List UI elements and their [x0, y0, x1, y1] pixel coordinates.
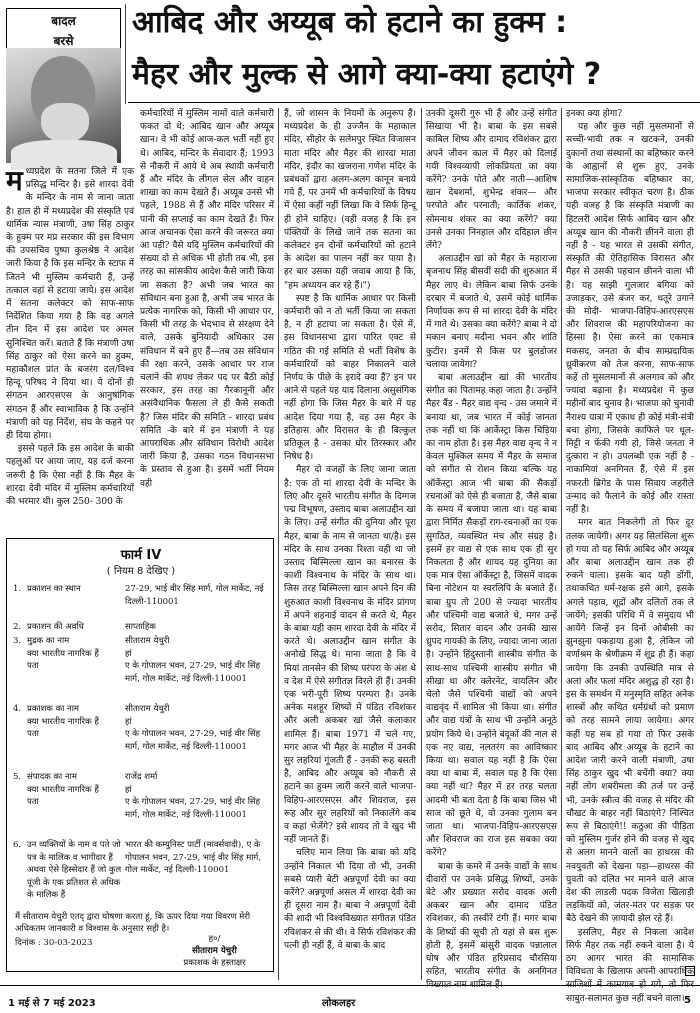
form-row-value: सीताराम येचुरी हां ए के गोपालन भवन, 27-29, भाई वीर सिंह मार्ग, गोल मार्केट, नई दिल्ली-110001	[125, 636, 261, 684]
article-column-1	[6, 166, 134, 528]
footer-publication: लोकलहर	[322, 998, 356, 1009]
form-row-label: संपादक का नाम क्या भारतीय नागरिक हैं पता	[27, 772, 99, 807]
column-divider	[421, 108, 422, 980]
article-paragraph: इनका क्या होगा?	[566, 109, 623, 119]
footer-page-number: 5	[684, 995, 691, 1006]
article-paragraph: हैं, जो शासन के नियमों के अनुरूप हैं। मध्यप्रदेश के ही उज्जैन के महाकाल मंदिर, सीहोर के सलेमपुर स्थित विजासन माता मंदिर और मैहर की शारदा माता मंदिर, इंदौर का खजराना गणेश मंदिर के प्रबंधकों द्वारा अलग-अलग कानून बनाये गये हैं, पर उनमें भी कर्मचारियों के विषय में ऐसा कहीं नहीं लिखा कि वे सिर्फ हिन्दू ही होने चाहिए। (वही वजह है कि इन पंक्तियों के लिखे जाने तक सतना का कलेक्टर इन दोनों कर्मचारियों को हटाने के आदेश का पालन नहीं कर पाया है। हर बार उसका यही जवाब आया है कि, "हम अध्ययन कर रहे हैं।")	[284, 109, 416, 291]
form-row-number: 3.	[13, 636, 22, 646]
form-sign-role: प्रकाशक के हस्ताक्षर	[183, 958, 246, 968]
form-row-value: राजेंद्र शर्मा हां ए के गोपालन भवन, 27-29, भाई वीर सिंह मार्ग, गोल मार्केट, नई दिल्ली-110001	[125, 772, 261, 820]
form-row-value: 27-29, भाई वीर सिंह मार्ग, गोल मार्केट, नई दिल्ली-110001	[125, 584, 264, 607]
form-subtitle: ( नियम 8 देखिए )	[106, 566, 176, 577]
article-paragraph: अलाउद्दीन खां को मैहर के महाराजा बृजनाथ सिंह बीसवीं सदी की शुरुआत में मैहर लाए थे। लेकिन बाबा सिर्फ उनके दरबार में बजाते थे, उसमें कोई धार्मिक निर्णायक रूप से मां शारदा देवी के मंदिर में गाते थे। उसका क्या करेंगे? बाबा ने दो मकान बनाए मदीना भवन और शांति कुटीर। इनमें से किस पर बुलडोजर चलाया जायेगा?	[426, 254, 557, 370]
form-row-value: सीताराम येचुरी हां ए के गोपालन भवन, 27-29, भाई वीर सिंह मार्ग, गोल मार्केट, नई दिल्ली-110001	[125, 704, 261, 752]
form-row-label: प्रकाशन की अवधि	[27, 622, 84, 632]
article-paragraph: मगर बात निकलेगी तो फिर दूर तलक जायेगी। अगर यह सिलसिला शुरू हो गया तो यह सिर्फ आबिद और अय्यूब और बाबा अलाउद्दीन खान तक ही रुकने वाला। इसके बाद यही डोंगी, तथाकथित धर्म-रक्षक इसे आगे, इसके अगले पड़ाव, शूद्रों और दलितों तक ले जायेंगे; इसकी परिधि में वे समुदाय भी आयेंगे जिन्हें इन दिनों ओबीसी का झुनझुना पकड़ाया हुआ है, लेकिन जो वर्णाश्रम के श्रेणीक्रम में शूद्र ही हैं। कहा जायेगा कि उनकी उपस्थिति मात्र से अलां और फलां मंदिर अशुद्ध हो रहा है। इस के समर्थन में मनुस्मृति सहित अनेक शास्त्रों और कथित धर्मग्रंथों को प्रमाण को तरह सामने लाया जायेगा। अगर कहीं यह सब हो गया तो फिर उसके बाद आबिद और अय्यूब के हटाने का आदेश जारी करने वाली मंत्राणी, उषा सिंह ठाकुर खुद भी बचेंगी क्या? क्या नहीं लोग शबरीमला की तर्ज पर उन्हें भी, उनके स्त्रीत्व की वजह से मंदिर की चौखट के बाहर नहीं बिठाएंगे? निश्चित रूप से बिठाएंगे!! कठुआ की पीड़िता को मुस्लिम गुर्जर होने की वजह से खुद से अलग मानने वालों का हाथरस की नवयुवती को देखना पड़ा—हाथरस की युवती को दलित भर मानने वाले आज देश की लाडली पदक विजेता खिलाड़ी लड़कियों को, जंतर-मंतर पर सड़क पर बैठे देखने की ज़ायादी झेल रहे हैं।	[566, 518, 694, 925]
drop-cap: म	[6, 164, 23, 197]
article-paragraph: बाबा के कमरे में उनके वाद्यों के साथ दीवारों पर उनके प्रसिद्ध शिष्यों, उनके बेटे और प्रख्यात सरोद वादक अली अकबर खान और दामाद पंडित रविशंकर, की तस्वीरें टंगी हैं। मगर बाबा के शिष्यों की सूची तो यहां से बस शुरू होती है, इसमें बांसुरी वादक पन्नालाल घोष और पंडित हरिप्रसाद चौरसिया सहित, भारतीय संगीत के अनगिनत विख्यात नाम शामिल हैं।	[426, 861, 557, 991]
article-column-5	[566, 108, 694, 1004]
form-declaration: मैं सीताराम येचुरी एतद् द्वारा घोषणा करता हूं, कि ऊपर दिया गया विवरण मेरी अधिकतम जानकारी व विश्वास के अनुसार सही है।	[15, 912, 251, 934]
form-row-value: साप्ताहिक	[125, 622, 156, 632]
article-paragraph: बाबा अलाउद्दीन खां की भारतीय संगीत का पितामह कहा जाता है। उन्होंने मैहर बैंड - मैहर वाद्य वृन्द - उस जमाने में बनाया था, जब भारत में कोई जानता तक नहीं था कि आर्केस्ट्रा किस चिड़िया का नाम होता है। इस मैहर वाद्य वृन्द ने न केवल मुश्किल समय में मैहर के समाज को संगीत से रोशन किया बल्कि यह ऑर्केस्ट्रा आज भी बाबा की सैकड़ों रचनाओं को ऐसे ही बजाता है, जैसे बाबा के समय में बजाया जाता था। यह बाबा द्वारा निर्मित सैकड़ों राग-रचनाओं का एक सुगठित, व्यवस्थित मंच और संग्रह है। इसमें हर वाद्य से एक साथ एक ही सुर निकलता है और शायद यह दुनिया का एक मात्र ऐसा ऑर्केस्ट्रा है, जिसमें वादक बिना नोटेशन या स्वरलिपि के बजाते हैं। बाबा ग्रुप तो 200 से ज्यादा भारतीय और पश्चिमी वाद्य बजाते थे, मगर उन्हें सरोद, सितार वादन और उनकी खास ध्रुपद गायकी के लिए, ज्यादा जाना जाता है। उन्होंने हिंदुस्तानी शास्त्रीय संगीत के साथ-साथ पश्चिमी शास्त्रीय संगीत भी सीखा था और क्लेरनेट, वायलिन और चेलो जैसे पश्चिमी वाद्यों को अपने वाद्यवृंद में शामिल भी किया था। संगीत और वाद्य यंत्रों के साथ भी उन्होंने अनूठे प्रयोग किये थे। उन्होंने बंदूकों की नाल से एक नए वाद्य, नलतरंग का आविष्कार किया था। सवाल यह नहीं है कि ऐसा क्या था बाबा में, सवाल यह है कि ऐसा क्या नहीं था? मैहर में हर तरह चलता आदमी भी बता देता है कि बाबा जिस भी साज को छूते थे, वो उनका गुलाम बन जाता था। भाजपा-विहिप-आरएसएस और शिवराज का राज इस सबका क्या करेंगे?	[426, 373, 557, 859]
form-row-label: उन व्यक्तियों के नाम व पते जो पत्र के मालिक व भागीदार हैं अथवा ऐसे हिस्सेदार हैं जो कुल पूंजी के एक प्रतिशत से अधिक के मालिक हैं	[27, 840, 122, 900]
form-row-number: 4.	[13, 704, 22, 714]
form-row-number: 2.	[13, 622, 22, 632]
article-paragraph: इसलिए, मैहर से निकला आदेश सिर्फ मैहर तक नहीं रुकने वाला है। ये ठग आगर भारत की सामासिक विविधता के खिलाफ अपनी आपराधिक साजिशों में कामयाब हो गये, तो फिर साबुत-सलामत कुछ नहीं बचने वाला।	[566, 927, 694, 1004]
article-end-mark	[685, 966, 695, 976]
article-column-2	[140, 108, 274, 528]
form-sign-name: सीताराम येचुरी	[192, 946, 237, 956]
article-paragraph: स्पष्ट है कि धार्मिक आधार पर किसी कर्मचारी को न तो भर्ती किया जा सकता है, न ही हटाया जा सकता है। ऐसे में, इस विधानसभा द्वारा पारित एक्ट से गठित की गई समिति से भर्ती विशेष के कर्मचारियों को बाहर निकालने वाले निर्णय के पीछे के इरादे क्या हैं? इन पर आने से पहले यह याद दिलाना असुसंगिक नहीं होगा कि जिस मैहर के बारे में यह आदेश दिया गया है, वह उस मैहर के इतिहास और विरासत के ही बिल्कुल प्रतिकूल है - उसका घोर तिरस्कार और निषेध है।	[284, 293, 416, 463]
article-paragraph: कर्मचारियों में मुस्लिम नामों वाले कर्मचारी फकत दो थे; आबिद खान और अय्यूब खान। वे भी कोई आज-कल भर्ती नहीं हुए थे। आबिद, मन्दिर के सेवादार हैं; 1993 से नौकरी में आये थे अब स्थायी कर्मचारी हैं और मंदिर के लीगल सेल और वाहन शाखा का काम देखते हैं। अय्यूब उनसे भी पहले, 1988 से हैं और मंदिर परिसर में पानी की सप्लाई का काम देखते हैं। फिर आज अचानक ऐसा करने की जरूरत क्या आ पड़ी? वैसे यदि मुस्लिम कर्मचारियों की संख्या दो से अधिक भी होती तब भी, इस तरह का सांसकीय आदेश कैसे जारी किया जा सकता है? अभी जब भारत का संविधान बना हुआ है, अभी जब भारत के प्रत्येक नागरिक को, किसी भी आधार पर, किसी भी तरह के भेदभाव से संरक्षण देने वाले, उसके बुनियादी अधिकार उस संविधान में बने हुए हैं—तब उस संविधान की रक्षा करने, उसके आधार पर राज चलाने की शपथ लेकर पद पर बैठी कोई सरकार, इस तरह का गैरकानूनी और असंवैधानिक फैसला ले ही कैसे सकती है? जिस मंदिर की समिति - शारदा प्रबंध समिति -के बारे में इन मंत्राणी ने यह आपराधिक और संविधान विरोधी आदेश जारी किया है, उसका गठन विधानसभा के प्रस्ताव से हुआ है। इसमें भर्ती नियम वही	[140, 109, 274, 489]
article-paragraph: उनकी दूसरी गुरु भी हैं और उन्हें संगीत सिखाया भी है। बाबा के इस सबसे काबिल शिष्य और दामाद रविशंकर द्वारा अपने जीवन काल में मैहर को दिलाई गयी विश्वव्यापी लोकप्रियता का क्या करेंगे? उनके पोते और नाती—आशिष खान देबशर्मा, शुभेन्द्र शंकर— और परपोते और परनाती; कार्तिक शंकर, सोमनाथ शंकर का क्या करेंगे? क्या उनसे उनका निनहाल और ददिहाल छीन लेंगे?	[426, 109, 557, 252]
article-column-3	[284, 108, 416, 980]
form-title: फार्म IV	[120, 548, 162, 563]
form-sign-mark: ह०/	[208, 934, 221, 944]
form-row-label: मुद्रक का नाम क्या भारतीय नागरिक हैं पता	[27, 636, 99, 671]
form-iv-box	[6, 538, 274, 972]
headline-line2: मैहर और मुल्क से आगे क्या-क्या हटाएंगे ?	[132, 57, 602, 92]
headline-rule	[128, 102, 700, 103]
column-divider	[278, 108, 279, 980]
form-row-number: 1.	[13, 584, 22, 594]
form-row-label: प्रकाशक का नाम क्या भारतीय नागरिक हैं पता	[27, 704, 99, 739]
form-date: दिनांक : 30-03-2023	[15, 938, 93, 948]
form-row-number: 6.	[13, 840, 22, 850]
column-divider	[125, 4, 126, 104]
footer-date-range: 1 मई से 7 मई 2023	[8, 998, 96, 1009]
article-paragraph: ध्यप्रदेश के सतना जिले में एक प्रसिद्ध मन्दिर है। इसे शारदा देवी के मन्दिर के नाम से जाना जाता है। हाल ही में मध्यप्रदेश की संस्कृति एवं धार्मिक न्यास मंत्राणी, उषा सिंह ठाकुर के हुक्म पर मप्र सरकार की इस विभाग की उपसचिव पुष्पा कुलश्रेष्ठ ने आदेश जारी किया है कि इस मन्दिर के स्टाफ में जितने भी मुस्लिम कर्मचारी हैं, उन्हें तत्काल वहां से हटाया जाये। इस आदेश में सतना कलेक्टर को साफ-साफ निर्देशित किया गया है कि वह अगले तीन दिन में इस आदेश पर अमल सुनिश्चित करें। बताते हैं कि मंत्राणी उषा सिंह ठाकुर को ऐसा करने का हुक्म, महाकौशल प्रांत के बजरंग दल/विश्व हिन्दू परिषद ने दिया था। ये दोनों ही संगठन आरएसएस के आनुषांगिक संगठन हैं और स्वाभाविक है कि उन्होंने मंत्राणी को यह निर्देश, संघ के कहने पर ही दिया होगा।	[6, 167, 134, 442]
article-paragraph: चलिए मान लिया कि बाबा को यदि उन्होंने निकाल भी दिया तो भी, उनकी सबसे प्यारी बेटी अन्नपूर्णा देवी का क्या करेंगे? अन्नपूर्णा असल में शारदा देवी का ही दूसरा नाम है। बाबा ने अन्नपूर्णा देवी की शादी भी विश्वविख्यात संगीतज्ञ पंडित रविशंकर से की थी। वे सिर्फ रविशंकर की पत्नी ही नहीं हैं, वे बाबा के बाद	[284, 848, 416, 951]
column-author-name-line2: बरसे	[53, 34, 74, 48]
form-row-number: 5.	[13, 772, 22, 782]
form-row-label: प्रकाशन का स्थान	[27, 584, 81, 594]
article-paragraph: यह और कुछ नहीं मुसलमानों से सच्ची-भावी तक न खटकने, उनकी दुकानों तथा संस्थानों का बहिष्कार करने के आह्वानों से शुरू हुए, उनके सामाजिक-सांस्कृतिक बहिष्कार का, भाजपा सरकार स्वीकृत चरण है। ठीक यही वजह है कि संस्कृति मंत्राणी का हिटलरी आदेश सिर्फ आबिद खान और अय्यूब खान की नौकरी छीनने वाला ही नहीं है - यह भारत से उसकी संगीत, संस्कृति की ऐतिहासिक विरासत और मैहर से उसकी पहचान छीनने वाला भी है। यह साझी गुलजार बगिया को उजाड़कर, उसे बंजर कर, धतूरे उगाने की मोदी- भाजपा-विहिप-आरएसएस और शिवराज की महापरियोजना का हिस्सा है। ऐसा करने का एकमात्र मकसद, जनता के बीच साम्प्रदायिक ध्रुवीकरण को तेज करना, साफ-साफ कहें तो मुसलमानों से अलगाव को और ज्यादा बढ़ाना है। मध्यप्रदेश में कुछ महीनों बाद चुनाव है। भाजपा को चुनावी नैराश्य यात्रा में एकाध ही कोई मंत्री-संत्री बचा होगा, जिसके काफिले पर धूल-मिट्टी न फेंकी गयी हो, जिसे जनता ने दुत्कारा न हो। उपलब्धी एक नहीं है - नाकामियां अनगिनत हैं, ऐसे में इस नफरती ब्रिगेड के पास सिवाय जहरीले उन्माद को फैलाने के कोई और रास्ता नहीं है।	[566, 122, 694, 516]
column-author-name-line1: बादल	[51, 14, 76, 28]
column-divider	[561, 108, 562, 980]
author-photo	[6, 48, 121, 163]
article-paragraph: इससे पहले कि इस आदेश के बाकी पहलुओं पर आया जाए, यह दर्ज करना जरूरी है कि ऐसा नहीं है कि मैहर के शारदा देवी मंदिर में मुस्लिम कर्मचारियों की भरमार थी। कुल 250- 300 के	[6, 444, 134, 508]
form-row-value: भारत की कम्युनिस्ट पार्टी (मार्क्सवादी), ए के गोपालन भवन, 27-29, भाई वीर सिंह मार्ग, गोल मार्केट, नई दिल्ली-110001	[125, 840, 262, 875]
headline-line1: आबिद और अय्यूब को हटाने का हुक्म :	[132, 5, 568, 40]
article-column-4	[426, 108, 557, 991]
article-paragraph: मैहर दो वजहों के लिए जाना जाता है: एक तो मां शारदा देवी के मन्दिर के लिए और दूसरे भारतीय संगीत के दिग्गज पद्म विभूषण, उस्ताद बाबा अलाउद्दीन खां के लिए। उन्हें संगीत की दुनिया और पूरा मैहर, बाबा के नाम से जानता था/है। इस मंदिर के साथ उनका रिश्ता वही था जो उस्ताद बिस्मिल्ला खान का बनारस के काशी विश्वनाथ के मंदिर के साथ था। जिस तरह बिस्मिल्ला खान अपने दिन की शुरुआत काशी विश्वनाथ के मंदिर प्रांगण में अपने शहनाई वादन से करते थे, मैहर के बाबा यही काम शारदा देवी के मंदिर में करते थे। अलाउद्दीन खान संगीत के अनोखे सिद्ध थे। माना जाता है कि वे मियां तानसेन की शिष्य परंपरा के अंश थे व देश में ऐसे संगीतज्ञ विरले ही हैं। उनकी एक भरी-पूरी शिष्य परम्परा है। उनके अनेक मशहूर शिष्यों में पंडित रविशंकर और अली अकबर खां जैसे कलाकार शामिल हैं। बाबा 1971 में चले गए, मगर आज भी मैहर के माहौल में उनकी सुर लहरियां गूंजती हैं - उनकी रूह बसती है, आबिद और अय्यूब को नौकरी से हटाने का हुक्म जारी करने वाले भाजपा-विहिप-आरएसएस और शिवराज, इस रूह और सुर लहरियों को निकालेंगे कब व कहां भेजेंगे? इसे शायद तो वे खुद भी नहीं जानते हैं।	[284, 465, 416, 846]
